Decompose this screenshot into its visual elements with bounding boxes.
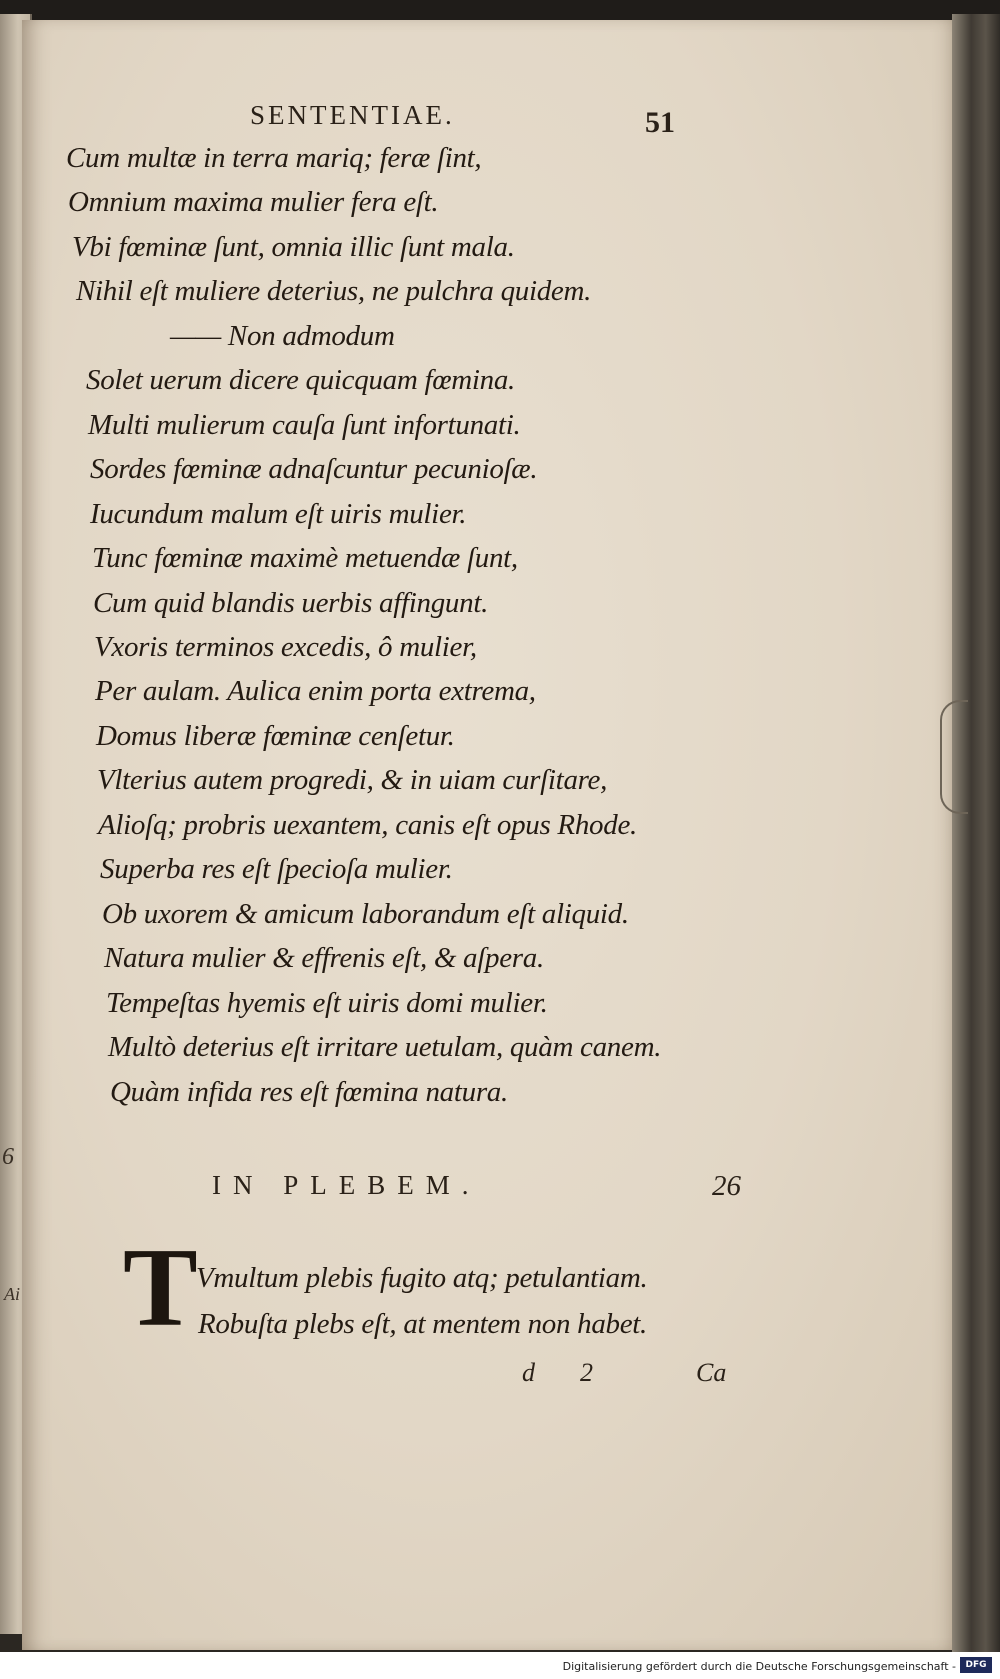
signature-mark: 2 bbox=[580, 1358, 593, 1387]
verse-line: Domus liberæ fœminæ cenſetur. bbox=[96, 720, 455, 752]
verse-line: Cum quid blandis uerbis affingunt. bbox=[93, 587, 489, 619]
verse-line: Sordes fœminæ adnaſcuntur pecunioſæ. bbox=[90, 453, 538, 485]
verse-line: Per aulam. Aulica enim porta extrema, bbox=[95, 675, 536, 707]
verse-line: Omnium maxima mulier fera eſt. bbox=[68, 186, 439, 218]
funding-credit: Digitalisierung gefördert durch die Deutsche Forschungsgemeinschaft - bbox=[562, 1660, 956, 1673]
dfg-logo: DFG bbox=[960, 1657, 992, 1673]
verse-line: Alioſq; probris uexantem, canis eſt opus Rhode. bbox=[98, 809, 637, 841]
verse-line: Superba res eſt ſpecioſa mulier. bbox=[100, 853, 453, 885]
digitization-footer bbox=[0, 1652, 1000, 1679]
verse-line: Iucundum malum eſt uiris mulier. bbox=[90, 498, 467, 530]
section-heading: IN PLEBEM. bbox=[212, 1170, 481, 1200]
verse-line: Solet uerum dicere quicquam fœmina. bbox=[86, 364, 515, 396]
verse-line: Ob uxorem & amicum laborandum eſt aliquid. bbox=[102, 898, 629, 930]
verse-line: Cum multæ in terra mariq; feræ ſint, bbox=[66, 142, 482, 174]
verse-line: Tunc fœminæ maximè metuendæ ſunt, bbox=[92, 542, 518, 574]
verse-line: Nihil eſt muliere deterius, ne pulchra quidem. bbox=[76, 275, 592, 307]
scan-border-top bbox=[0, 0, 1000, 22]
catchword: Ca bbox=[696, 1358, 727, 1387]
page-stack-edge bbox=[952, 14, 1000, 1654]
verse-line: Quàm infida res eſt fœmina natura. bbox=[110, 1076, 508, 1108]
verse-line: Multò deterius eſt irritare uetulam, quàm canem. bbox=[108, 1031, 662, 1063]
section-number: 26 bbox=[712, 1170, 741, 1202]
signature-mark: d bbox=[522, 1358, 535, 1387]
margin-note-6: 6 bbox=[2, 1144, 14, 1170]
running-head: SENTENTIAE. bbox=[250, 100, 455, 130]
verse-line: —— Non admodum bbox=[170, 320, 395, 352]
binding-strip-mark bbox=[940, 700, 968, 814]
page-number: 51 bbox=[645, 106, 675, 139]
verse-line: Vbi fœminæ ſunt, omnia illic ſunt mala. bbox=[72, 231, 515, 263]
drop-cap: T bbox=[123, 1226, 198, 1350]
verse-line: Vlterius autem progredi, & in uiam curſitare, bbox=[97, 764, 608, 796]
verse-line: Tempeſtas hyemis eſt uiris domi mulier. bbox=[106, 987, 548, 1019]
verse-line: Multi mulierum cauſa ſunt infortunati. bbox=[88, 409, 521, 441]
verse-line: Natura mulier & effrenis eſt, & aſpera. bbox=[104, 942, 544, 974]
section-line: Vmultum plebis fugito atq; petulantiam. bbox=[196, 1262, 648, 1294]
margin-note-ai: Ai bbox=[4, 1284, 20, 1304]
verse-line: Vxoris terminos excedis, ô mulier, bbox=[94, 631, 477, 663]
section-line: Robuſta plebs eſt, at mentem non habet. bbox=[198, 1308, 648, 1340]
